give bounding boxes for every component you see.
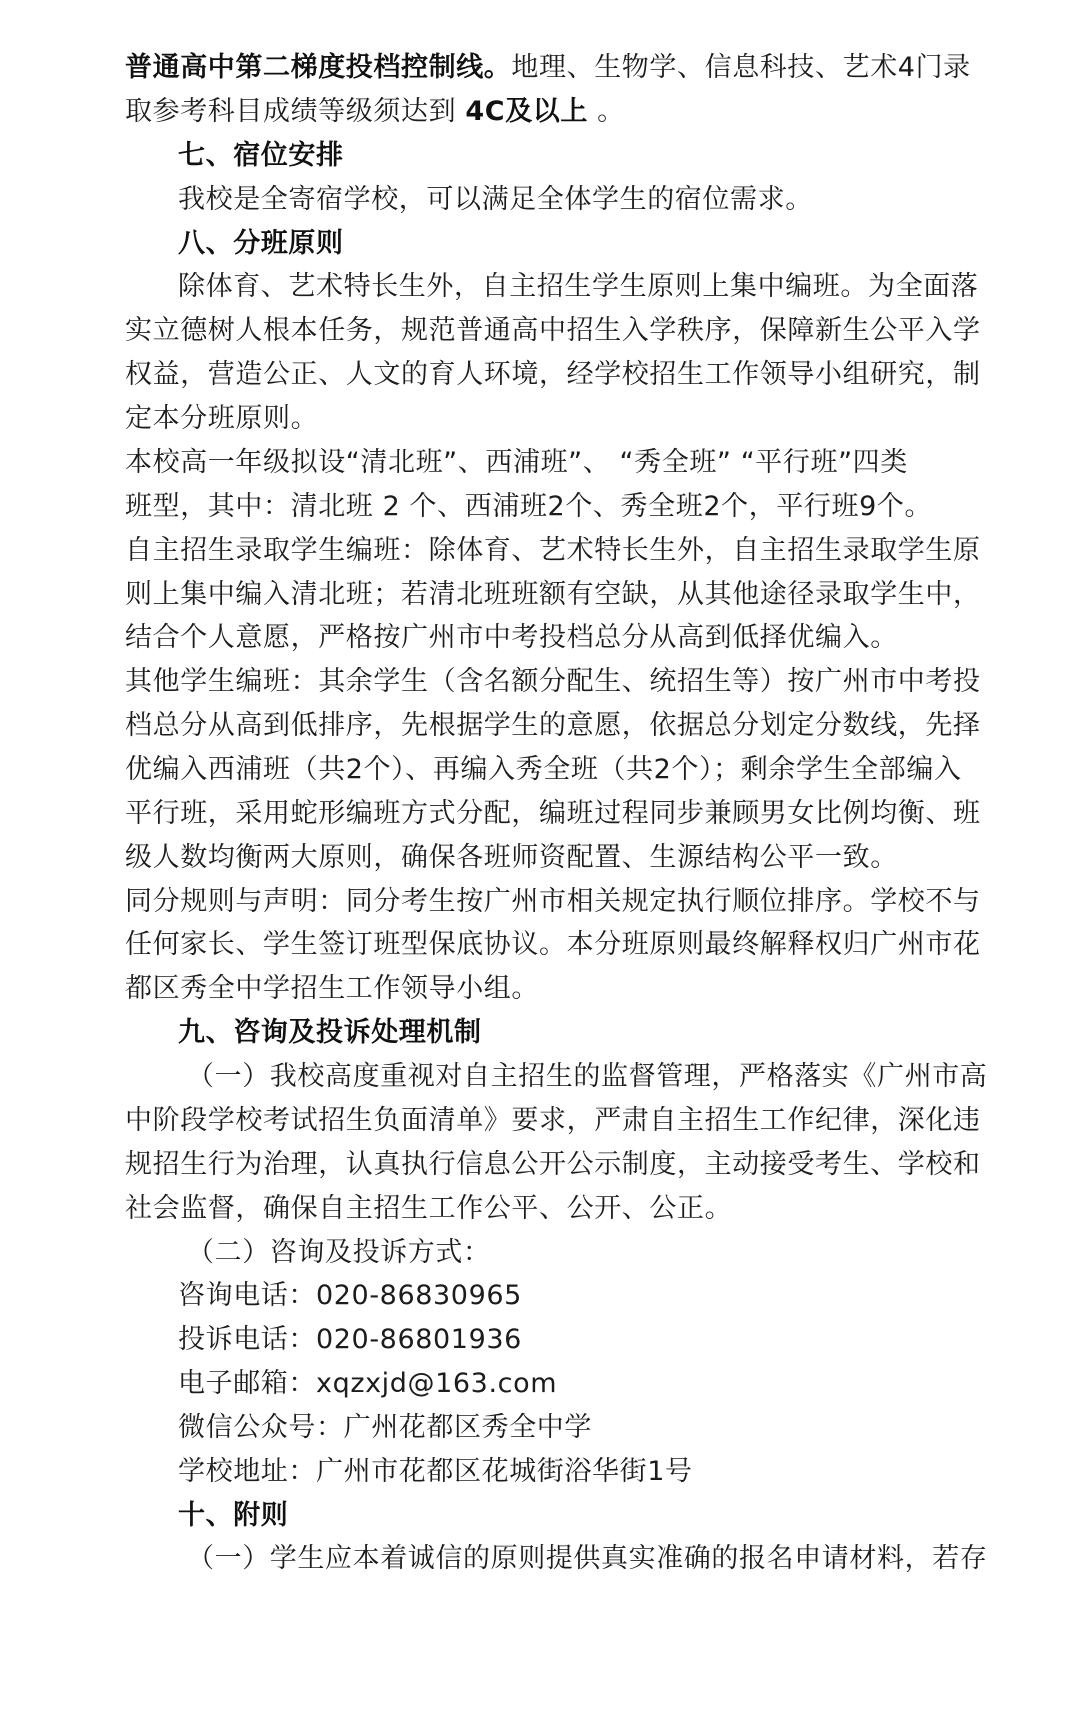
section-7-heading: 七、宿位安排 <box>178 140 344 171</box>
section-9-line: 中阶段学校考试招生负面清单》要求，严肃自主招生工作纪律，深化违 <box>125 1105 981 1136</box>
intro-line-2-a: 取参考科目成绩等级须达到 <box>125 96 466 127</box>
section-8-line: 级人数均衡两大原则，确保各班师资配置、生源结构公平一致。 <box>125 842 898 873</box>
section-8-line: 则上集中编入清北班；若清北班班额有空缺，从其他途径录取学生中， <box>125 579 981 610</box>
section-8-heading: 八、分班原则 <box>178 228 344 259</box>
section-10-heading: 十、附则 <box>178 1500 289 1531</box>
complaint-phone: 投诉电话：020-86801936 <box>178 1324 522 1355</box>
section-8-line: 档总分从高到低排序，先根据学生的意愿，依据总分划定分数线，先择 <box>125 710 981 741</box>
section-8-line: 自主招生录取学生编班：除体育、艺术特长生外，自主招生录取学生原 <box>125 535 981 566</box>
section-8-line: 优编入西浦班（共2个）、再编入秀全班（共2个）；剩余学生全部编入 <box>125 754 962 785</box>
section-10-line: （一）学生应本着诚信的原则提供真实准确的报名申请材料，若存 <box>187 1543 988 1574</box>
school-address: 学校地址：广州市花都区花城街浴华街1号 <box>178 1456 693 1487</box>
section-8-line: 其他学生编班：其余学生（含名额分配生、统招生等）按广州市中考投 <box>125 666 981 697</box>
email-address: 电子邮箱：xqzxjd@163.com <box>178 1368 558 1399</box>
intro-line-1 <box>125 48 971 88</box>
section-8-line: 平行班，采用蛇形编班方式分配，编班过程同步兼顾男女比例均衡、班 <box>125 798 981 829</box>
intro-line-2-c: 。 <box>588 96 625 127</box>
contact-methods-subheading: （二）咨询及投诉方式： <box>187 1237 491 1268</box>
intro-line-1-rest: 地理、生物学、信息科技、艺术4门录 <box>511 52 971 83</box>
section-8-line: 实立德树人根本任务，规范普通高中招生入学秩序，保障新生公平入学 <box>125 315 981 346</box>
second-tier-control-line-text: 普通高中第二梯度投档控制线。 <box>125 52 512 83</box>
section-9-heading: 九、咨询及投诉处理机制 <box>178 1017 482 1048</box>
section-9-line: 社会监督，确保自主招生工作公平、公开、公正。 <box>125 1193 733 1224</box>
section-8-line: 都区秀全中学招生工作领导小组。 <box>125 973 539 1004</box>
section-8-line: 定本分班原则。 <box>125 403 319 434</box>
section-9-line: 规招生行为治理，认真执行信息公开公示制度，主动接受考生、学校和 <box>125 1149 981 1180</box>
section-8-line: 除体育、艺术特长生外，自主招生学生原则上集中编班。为全面落 <box>178 271 979 302</box>
section-7-paragraph: 我校是全寄宿学校，可以满足全体学生的宿位需求。 <box>178 184 813 215</box>
wechat-account: 微信公众号：广州花都区秀全中学 <box>178 1412 592 1443</box>
section-8-line: 同分规则与声明：同分考生按广州市相关规定执行顺位排序。学校不与 <box>125 886 981 917</box>
section-9-line: （一）我校高度重视对自主招生的监督管理，严格落实《广州市高 <box>187 1061 988 1092</box>
grade-requirement-text: 4C及以上 <box>465 96 588 127</box>
section-8-line: 任何家长、学生签订班型保底协议。本分班原则最终解释权归广州市花 <box>125 929 981 960</box>
section-8-line: 班型，其中：清北班 2 个、西浦班2个、秀全班2个，平行班9个。 <box>125 491 933 522</box>
section-8-line: 权益，营造公正、人文的育人环境，经学校招生工作领导小组研究，制 <box>125 359 981 390</box>
section-8-line: 本校高一年级拟设“清北班”、西浦班”、 “秀全班” “平行班”四类 <box>125 447 908 478</box>
intro-line-2 <box>125 92 625 132</box>
section-8-line: 结合个人意愿，严格按广州市中考投档总分从高到低择优编入。 <box>125 622 898 653</box>
consult-phone: 咨询电话：020-86830965 <box>178 1280 522 1311</box>
